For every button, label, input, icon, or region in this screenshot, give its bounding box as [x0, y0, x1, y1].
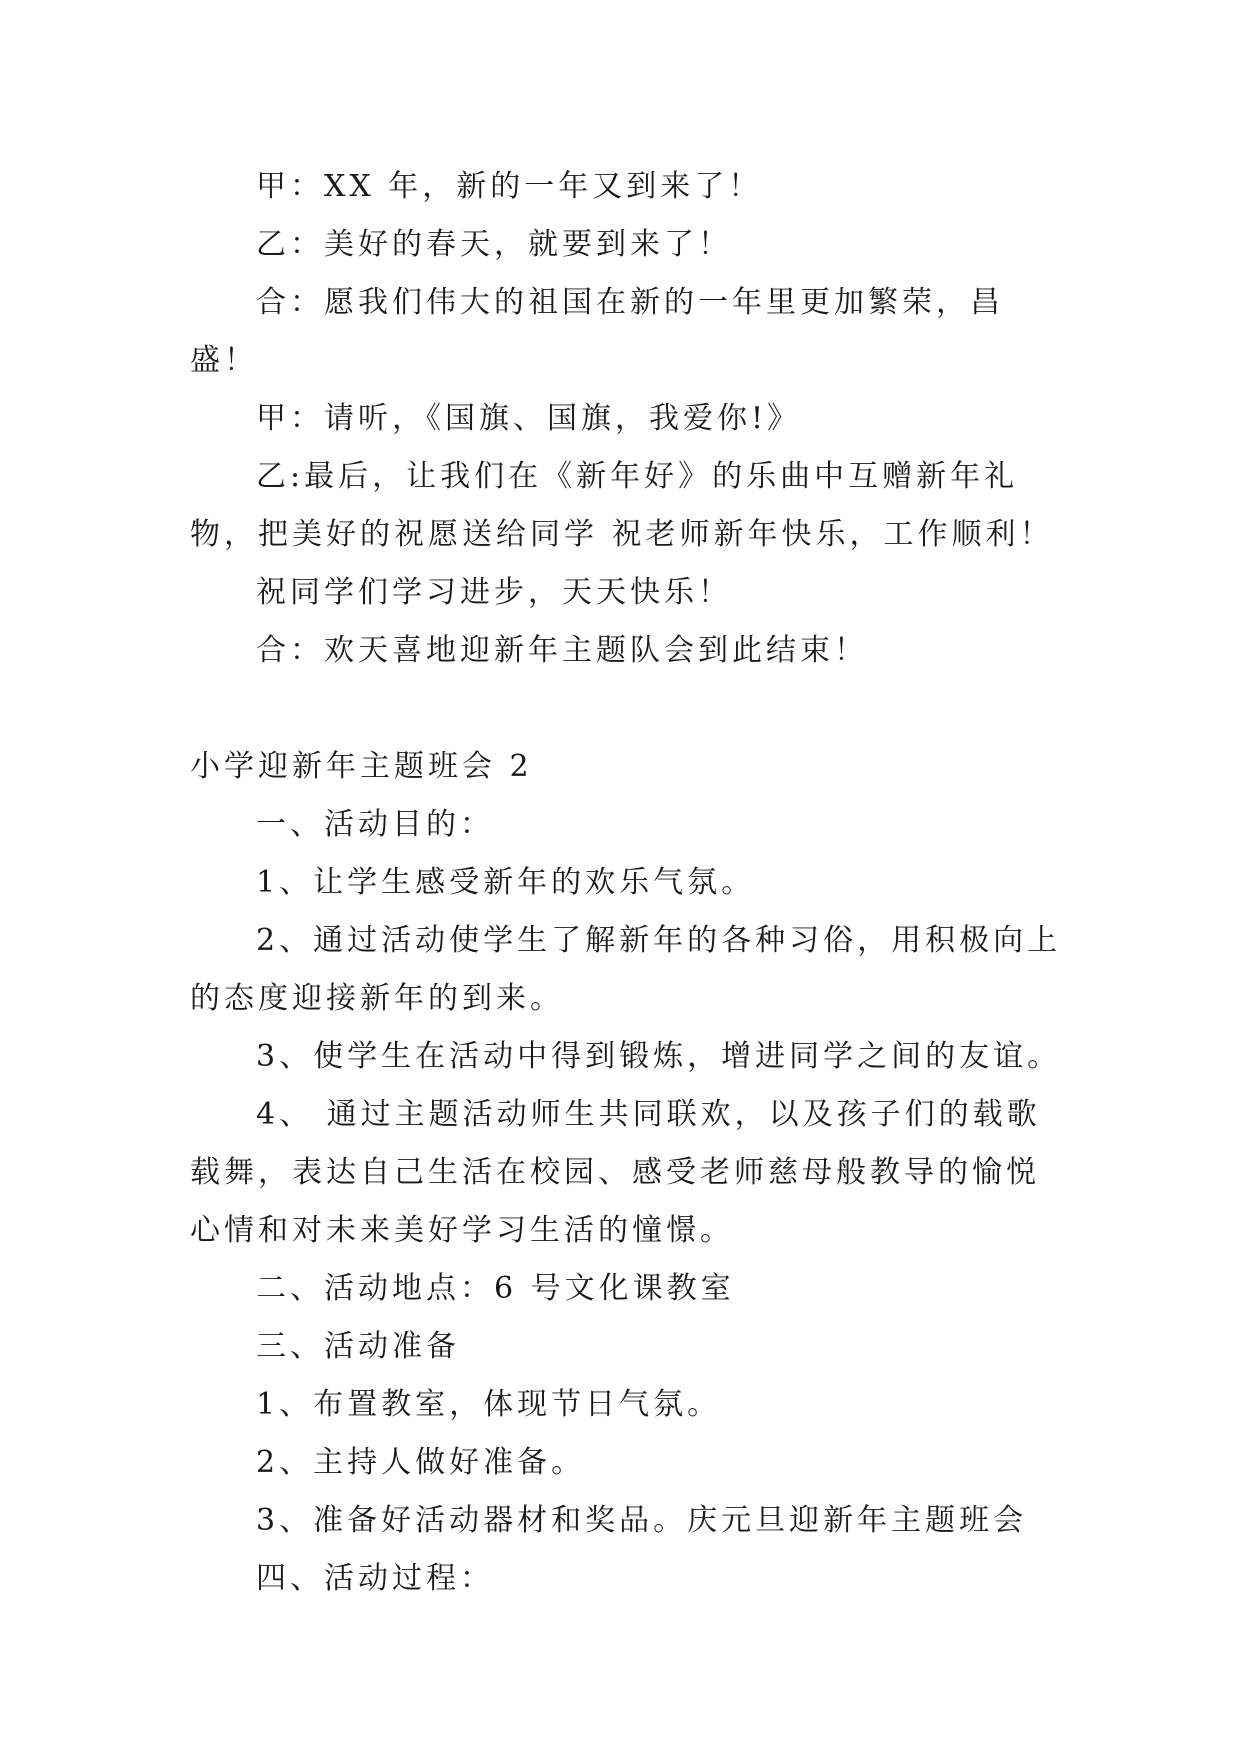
dialogue-line-yi-2: 乙:最后，让我们在《新年好》的乐曲中互赠新年礼物，把美好的祝愿送给同学 祝老师新年快乐，工作顺利！ [190, 459, 1054, 552]
dialogue-line-he-2: 合：欢天喜地迎新年主题队会到此结束！ [256, 633, 868, 668]
purpose-item-3: 3、使学生在活动中得到锻炼，增进同学之间的友谊。 [256, 1039, 1062, 1074]
document-body [190, 158, 1070, 1608]
dialogue-line-yi-1: 乙：美好的春天，就要到来了！ [256, 227, 732, 262]
preparation-item-1: 1、布置教室，体现节日气氛。 [256, 1387, 722, 1422]
dialogue-line-wish: 祝同学们学习进步，天天快乐！ [256, 575, 732, 610]
section-title: 小学迎新年主题班会 2 [190, 749, 533, 784]
preparation-item-3: 3、准备好活动器材和奖品。庆元旦迎新年主题班会 [256, 1503, 1028, 1538]
heading-activity-location: 二、活动地点：6 号文化课教室 [256, 1271, 735, 1306]
heading-activity-process: 四、活动过程： [256, 1561, 494, 1596]
purpose-item-1: 1、让学生感受新年的欢乐气氛。 [256, 865, 756, 900]
section-spacer [190, 680, 1070, 738]
heading-activity-preparation: 三、活动准备 [256, 1329, 460, 1364]
dialogue-line-jia-2: 甲：请听，《国旗、国旗，我爱你!》 [256, 401, 802, 436]
purpose-item-4: 4、 通过主题活动师生共同联欢，以及孩子们的载歌载舞，表达自己生活在校园、感受老师慈母般教导的愉悦心情和对未来美好学习生活的憧憬。 [190, 1097, 1041, 1248]
dialogue-line-jia-1: 甲：XX 年，新的一年又到来了！ [256, 169, 763, 204]
preparation-item-2: 2、主持人做好准备。 [256, 1445, 586, 1480]
heading-activity-purpose: 一、活动目的： [256, 807, 494, 842]
dialogue-line-he-1: 合：愿我们伟大的祖国在新的一年里更加繁荣，昌盛！ [190, 285, 1004, 378]
purpose-item-2: 2、通过活动使学生了解新年的各种习俗，用积极向上的态度迎接新年的到来。 [190, 923, 1062, 1016]
